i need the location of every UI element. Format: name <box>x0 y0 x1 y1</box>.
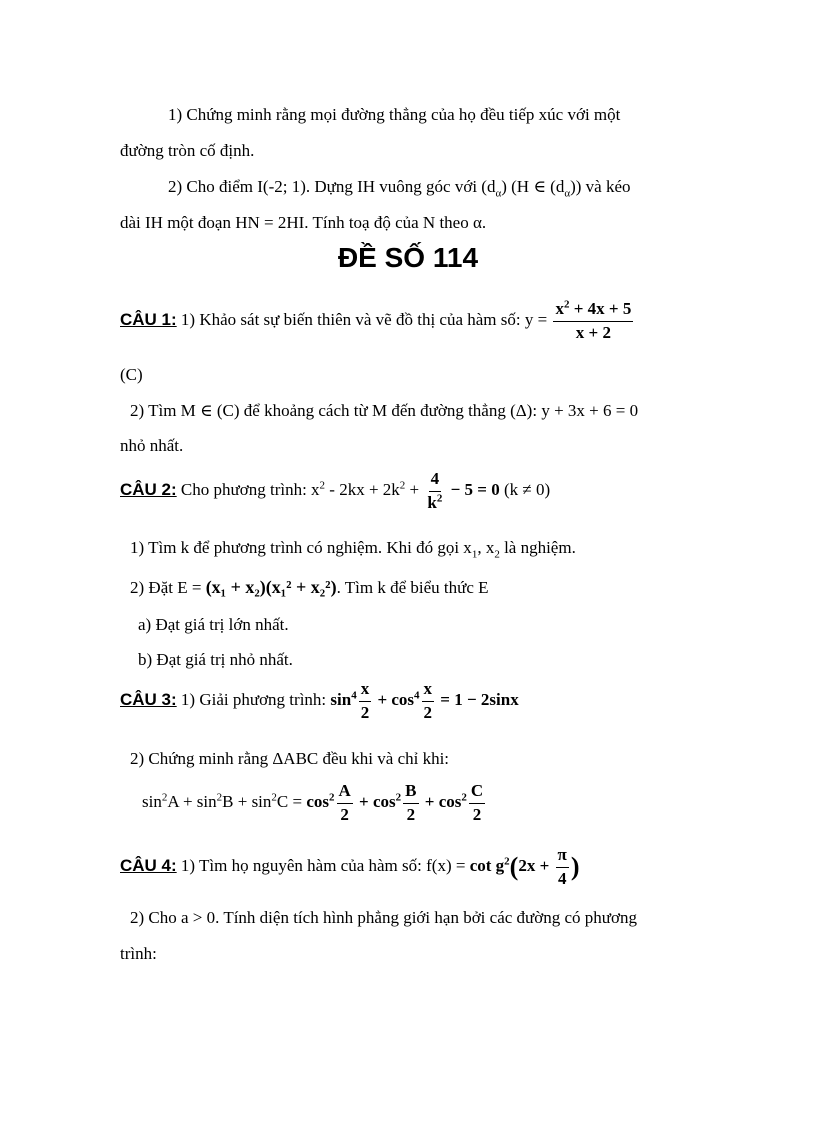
cau2-part2-b: . Tìm k để biểu thức E <box>336 578 489 597</box>
alpha-sub-2: α <box>564 187 571 200</box>
eq-frac-a-den: 2 <box>340 804 349 824</box>
eq-cos-b-exp: 2 <box>395 791 402 804</box>
eq-frac-b-den: 2 <box>406 804 416 824</box>
cau1-num-rest: + 4x + 5 <box>569 299 632 318</box>
cau2-cond: (k ≠ 0) <box>499 480 551 500</box>
cau3-frac2-den: 2 <box>423 702 433 722</box>
eq-frac-c <box>469 782 485 824</box>
cau2-sup2: 2 <box>399 479 406 492</box>
cau3-frac1-den: 2 <box>360 702 370 722</box>
cau3-sin-exp: 4 <box>351 689 357 702</box>
intro-p1-line1-text: 1) Chứng minh rằng mọi đường thẳng của họ đều tiếp xúc với một <box>168 105 621 124</box>
cau1-text: 1) Khảo sát sự biến thiên và vẽ đồ thị của hàm số: y = <box>176 310 552 330</box>
intro-p2-a: 2) Cho điểm I(-2; 1). Dựng IH vuông góc với (d <box>168 177 496 196</box>
eq-sin-a: sin <box>142 792 162 812</box>
cau3-line <box>120 680 519 722</box>
intro-p2-line2: dài IH một đoạn HN = 2HI. Tính toạ độ của N theo α. <box>120 213 487 232</box>
eq-cplus-2: + <box>420 792 439 812</box>
cau2-text-a: Cho phương trình: x <box>176 480 320 500</box>
eq-c: C <box>276 792 289 812</box>
cau4-label: CÂU 4: <box>120 856 177 876</box>
eq-sin-a-exp: 2 <box>161 791 168 804</box>
cau3-cos: cos <box>391 690 415 710</box>
cau2-den-k: k <box>427 492 437 512</box>
cau4-text: 1) Tìm họ nguyên hàm của hàm số: f(x) = <box>176 856 470 876</box>
cau2-item-b: b) Đạt giá trị nhỏ nhất. <box>138 650 293 669</box>
cau1-label: CÂU 1: <box>120 310 177 330</box>
cau4-exp: 2 <box>504 855 510 868</box>
cau3-part2: 2) Chứng minh rằng ΔABC đều khi và chỉ khi: <box>130 749 450 768</box>
cau2-part2-expr2: (x₁² + x₂²) <box>265 577 337 597</box>
eq-frac-b-num: B <box>403 782 418 804</box>
cau3-frac1 <box>359 680 372 722</box>
eq-cos-a-exp: 2 <box>329 791 335 804</box>
intro-p1-line1 <box>168 106 696 123</box>
eq-frac-a-num: A <box>337 782 353 804</box>
cau3-label: CÂU 3: <box>120 690 177 710</box>
cau1-frac-den: x + 2 <box>575 322 611 342</box>
cau2-frac-den <box>425 492 444 513</box>
cau3-equation <box>142 782 487 824</box>
intro-p1-line2: đường tròn cố định. <box>120 141 255 160</box>
eq-b: B <box>222 792 234 812</box>
cau4-cotg: cot g <box>469 856 505 876</box>
cau4-frac-num: π <box>556 846 569 868</box>
cau4-inner: 2x + <box>518 856 554 876</box>
intro-p2-c: )) và kéo <box>570 177 631 196</box>
eq-sin-c: sin <box>251 792 272 812</box>
eq-cos-c-exp: 2 <box>461 791 467 804</box>
cau2-part1-sub1: 1 <box>471 548 478 561</box>
cau2-text-c: + <box>405 480 424 500</box>
cau2-text-b: - 2kx + 2k <box>325 480 400 500</box>
cau2-rest: − 5 = 0 <box>446 480 500 500</box>
cau4-frac-den: 4 <box>557 868 567 888</box>
cau2-part2-a: 2) Đặt E = <box>130 578 206 597</box>
alpha-sub-1: α <box>495 187 502 200</box>
eq-cos-a: cos <box>306 792 330 812</box>
cau3-frac1-num: x <box>359 680 372 702</box>
intro-p2-line1 <box>168 177 631 200</box>
eq-cos-b: cos <box>372 792 396 812</box>
eq-plus-1: + <box>178 792 197 812</box>
intro-p2-b: ) (H ∈ (d <box>501 177 565 196</box>
cau1-num-exp: 2 <box>563 298 570 311</box>
eq-sin-c-exp: 2 <box>271 791 277 804</box>
cau2-sup1: 2 <box>319 479 326 492</box>
cau1-fraction <box>553 300 633 342</box>
cau2-part1-c: là nghiệm. <box>499 538 576 557</box>
cau4-rparen: ) <box>570 852 580 882</box>
cau3-sin: sin <box>330 690 352 710</box>
cau2-fraction <box>425 470 444 512</box>
cau2-den-exp: 2 <box>436 492 443 505</box>
eq-cos-c: cos <box>438 792 462 812</box>
eq-frac-b <box>403 782 418 824</box>
eq-sin-b: sin <box>196 792 217 812</box>
cau1-frac-num <box>553 300 633 322</box>
cau2-frac-num: 4 <box>429 470 442 492</box>
cau3-rest: = 1 − 2sinx <box>436 690 519 710</box>
cau4-part2-line1: 2) Cho a > 0. Tính diện tích hình phẳng giới hạn bởi các đường có phương <box>130 908 637 927</box>
cau2-part1-b: , x <box>477 538 495 557</box>
cau2-part2 <box>130 578 489 596</box>
cau4-part2-line2: trình: <box>120 944 157 963</box>
eq-a: A <box>167 792 179 812</box>
eq-frac-c-num: C <box>469 782 485 804</box>
cau3-cos-exp: 4 <box>414 689 420 702</box>
cau2-item-a: a) Đạt giá trị lớn nhất. <box>138 615 289 634</box>
cau2-line <box>120 470 550 512</box>
eq-equals: = <box>288 792 307 812</box>
cau1-line <box>120 300 635 342</box>
cau2-part1 <box>130 538 576 561</box>
cau4-line <box>120 846 580 888</box>
cau1-num-x: x <box>555 299 564 318</box>
cau1-part2-line2: nhỏ nhất. <box>120 436 184 455</box>
cau4-lparen: ( <box>509 852 519 882</box>
page-title: ĐỀ SỐ 114 <box>337 242 479 273</box>
cau2-label: CÂU 2: <box>120 480 177 500</box>
cau3-plus: + <box>373 690 392 710</box>
cau2-part2-expr1: (x₁ + x₂) <box>205 577 266 597</box>
cau4-frac <box>556 846 569 888</box>
cau1-curve: (C) <box>120 365 143 384</box>
cau3-frac2-num: x <box>422 680 435 702</box>
eq-frac-a <box>337 782 353 824</box>
cau3-text: 1) Giải phương trình: <box>176 690 331 710</box>
eq-plus-2: + <box>233 792 252 812</box>
eq-cplus-1: + <box>354 792 373 812</box>
cau1-part2-line1: 2) Tìm M ∈ (C) để khoảng cách từ M đến đường thẳng (Δ): y + 3x + 6 = 0 <box>130 401 639 420</box>
eq-frac-c-den: 2 <box>472 804 482 824</box>
cau2-part1-sub2: 2 <box>494 548 500 561</box>
eq-sin-b-exp: 2 <box>216 791 223 804</box>
cau3-frac2 <box>422 680 435 722</box>
cau2-part1-a: 1) Tìm k để phương trình có nghiệm. Khi đó gọi x <box>130 538 472 557</box>
